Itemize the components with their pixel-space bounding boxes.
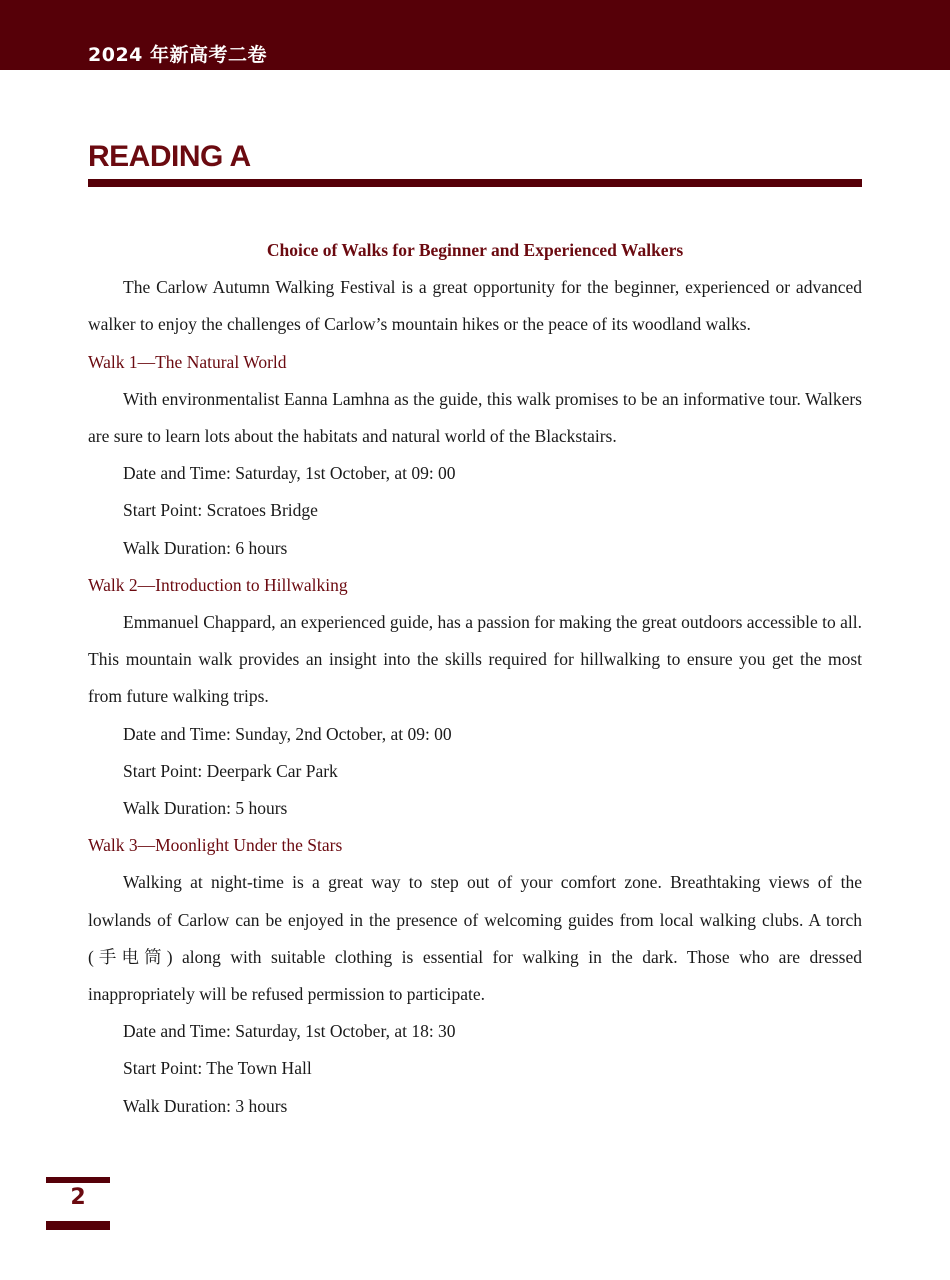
walk-2-date-time: Date and Time: Sunday, 2nd October, at 09: 00 xyxy=(123,723,452,744)
section-title: READING A xyxy=(88,140,251,173)
article-title: Choice of Walks for Beginner and Experienced Walkers xyxy=(266,240,684,260)
walk-3-duration: Walk Duration: 3 hours xyxy=(123,1095,288,1116)
page-number-block xyxy=(46,1177,110,1231)
walk-3-date-time: Date and Time: Saturday, 1st October, at 18: 30 xyxy=(123,1021,456,1042)
walk-1-duration: Walk Duration: 6 hours xyxy=(123,537,288,558)
page-number-bottom-rule xyxy=(46,1221,110,1230)
walk-1-heading: Walk 1—The Natural World xyxy=(88,351,287,372)
walk-3-start-point: Start Point: The Town Hall xyxy=(123,1058,312,1079)
walk-3-heading: Walk 3—Moonlight Under the Stars xyxy=(88,835,343,856)
walk-2-duration: Walk Duration: 5 hours xyxy=(123,798,288,819)
walk-1-start-point: Start Point: Scratoes Bridge xyxy=(123,500,318,521)
page-number: 2 xyxy=(70,1185,86,1210)
walk-1-date-time: Date and Time: Saturday, 1st October, at 09: 00 xyxy=(123,463,456,484)
page-number-top-rule xyxy=(46,1177,110,1183)
walk-2-start-point: Start Point: Deerpark Car Park xyxy=(123,760,338,781)
title-divider xyxy=(88,179,862,187)
walk-1-description: With environmentalist Eanna Lamhna as the guide, this walk promises to be an informative tour. Walkers are sure to learn lots about the habitats and natural world of the Blackstairs. xyxy=(88,388,862,447)
walk-3-description: Walking at night-time is a great way to step out of your comfort zone. Breathtaking views of the lowlands of Carlow can be enjoyed in the presence of welcoming guides from local walking clubs. A torch (手电筒) along with suitable clothing is essential for walking in the dark. Those who are dressed inappropriately will be refused permission to participate. xyxy=(88,872,862,1005)
walk-2-heading: Walk 2—Introduction to Hillwalking xyxy=(88,574,348,595)
article-body xyxy=(88,232,862,1125)
intro-paragraph: The Carlow Autumn Walking Festival is a great opportunity for the beginner, experienced or advanced walker to enjoy the challenges of Carlow’s mountain hikes or the peace of its woodland walks. xyxy=(88,277,862,335)
walk-2-description: Emmanuel Chappard, an experienced guide, has a passion for making the great outdoors accessible to all. This mountain walk provides an insight into the skills required for hillwalking to ensure you get the most from future walking trips. xyxy=(88,612,862,707)
exam-header: 2024 年新高考二卷 xyxy=(88,44,267,66)
top-banner xyxy=(0,0,950,70)
